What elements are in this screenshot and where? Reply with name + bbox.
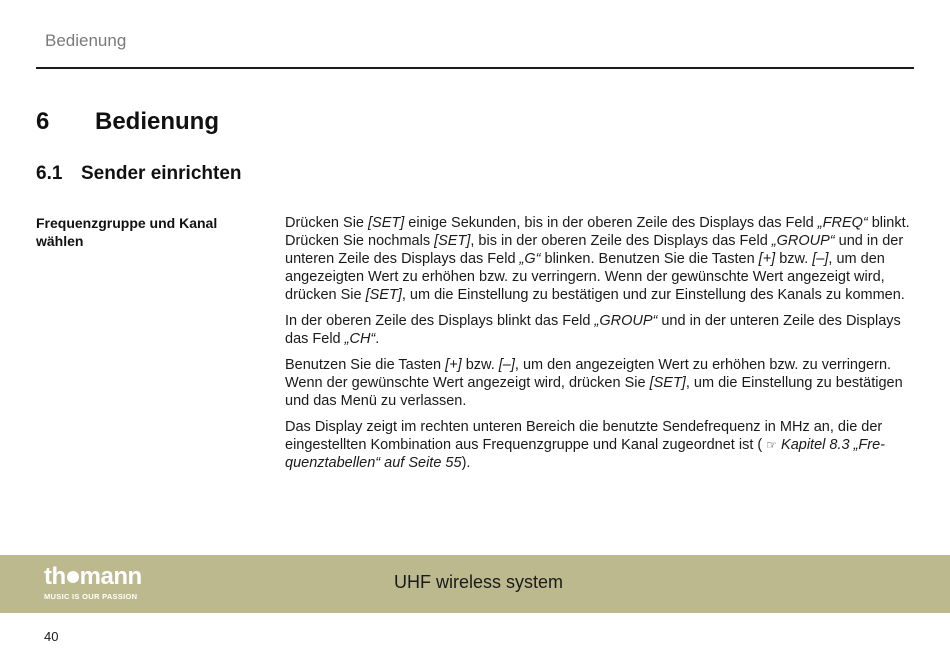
logo-text: mann: [79, 563, 142, 590]
chapter-heading: [36, 108, 219, 136]
text: blinkt. Drücken Sie nochmals: [285, 215, 910, 249]
display-field: „GROUP“: [594, 313, 658, 329]
key-label: [–]: [812, 251, 829, 267]
key-label: [–]: [498, 357, 515, 373]
chapter-title: Bedienung: [95, 108, 219, 135]
key-label: [SET]: [434, 233, 471, 249]
text: ).: [461, 455, 471, 471]
key-label: [SET]: [365, 287, 402, 303]
pointing-hand-icon: ☞: [766, 438, 777, 452]
thomann-logo: [44, 565, 142, 601]
key-label: [SET]: [368, 215, 405, 231]
paragraph-4: [285, 418, 915, 472]
key-label: [+]: [758, 251, 776, 267]
section-title: Sender einrichten: [81, 163, 242, 184]
text: , um den angezeigten Wert zu erhöhen bzw. zu verringern. Wenn der gewünschte Wert angezeigt wird, drücken Sie: [285, 251, 885, 303]
display-field: „GROUP“: [771, 233, 835, 249]
paragraph-3: [285, 356, 915, 410]
header-rule: [36, 67, 914, 69]
page-number: 40: [44, 629, 59, 644]
product-name: UHF wireless system: [394, 572, 564, 592]
display-field: „CH“: [344, 331, 376, 347]
text: blinken. Benutzen Sie die Tasten: [540, 251, 759, 267]
footer-band: [0, 555, 950, 613]
logo-dot-icon: [67, 571, 79, 583]
body-text: [285, 214, 915, 480]
display-field: „FREQ“: [817, 215, 868, 231]
key-label: [SET]: [649, 375, 686, 391]
section-number: 6.1: [36, 163, 63, 184]
text: , um die Einstellung zu bestätigen und zur Einstellung des Kanals zu kommen.: [401, 287, 905, 303]
logo-text: th: [44, 563, 66, 590]
text: bzw.: [461, 357, 499, 373]
logo-tagline: MUSIC IS OUR PASSION: [44, 592, 138, 601]
text: Benutzen Sie die Tasten: [285, 357, 446, 373]
side-label: Frequenzgruppe und Kanal wählen: [36, 215, 218, 249]
text: und in der unteren Zeile des Displays das Feld: [285, 233, 904, 267]
text: In der oberen Zeile des Displays blinkt das Feld: [285, 313, 595, 329]
display-field: „G“: [519, 251, 541, 267]
cross-reference-link[interactable]: Kapitel 8.3 „Frequenztabellen“ auf Seite 55: [285, 437, 886, 471]
text: , bis in der oberen Zeile des Displays das Feld: [470, 233, 772, 249]
text: Drücken Sie: [285, 215, 369, 231]
text: und in der unteren Zeile des Displays das Feld: [285, 313, 901, 347]
running-head: Bedienung: [45, 31, 127, 50]
text: , um die Einstellung zu bestätigen und das Menü zu verlassen.: [285, 375, 903, 409]
chapter-number: 6: [36, 108, 50, 135]
section-heading: [36, 163, 242, 185]
text: einige Sekunden, bis in der oberen Zeile des Displays das Feld: [404, 215, 818, 231]
text: bzw.: [775, 251, 813, 267]
paragraph-1: [285, 214, 915, 304]
key-label: [+]: [445, 357, 462, 373]
text: , um den angezeigten Wert zu erhöhen bzw. zu verringern. Wenn der gewünschte Wert angezeigt wird, drücken Sie: [285, 357, 892, 391]
paragraph-2: [285, 312, 915, 348]
text: .: [375, 331, 380, 347]
text: Das Display zeigt im rechten unteren Bereich die benutzte Sendefrequenz in MHz an, die der eingestellten Kombination aus Frequenzgruppe und Kanal zugeordnet ist (: [285, 419, 883, 453]
